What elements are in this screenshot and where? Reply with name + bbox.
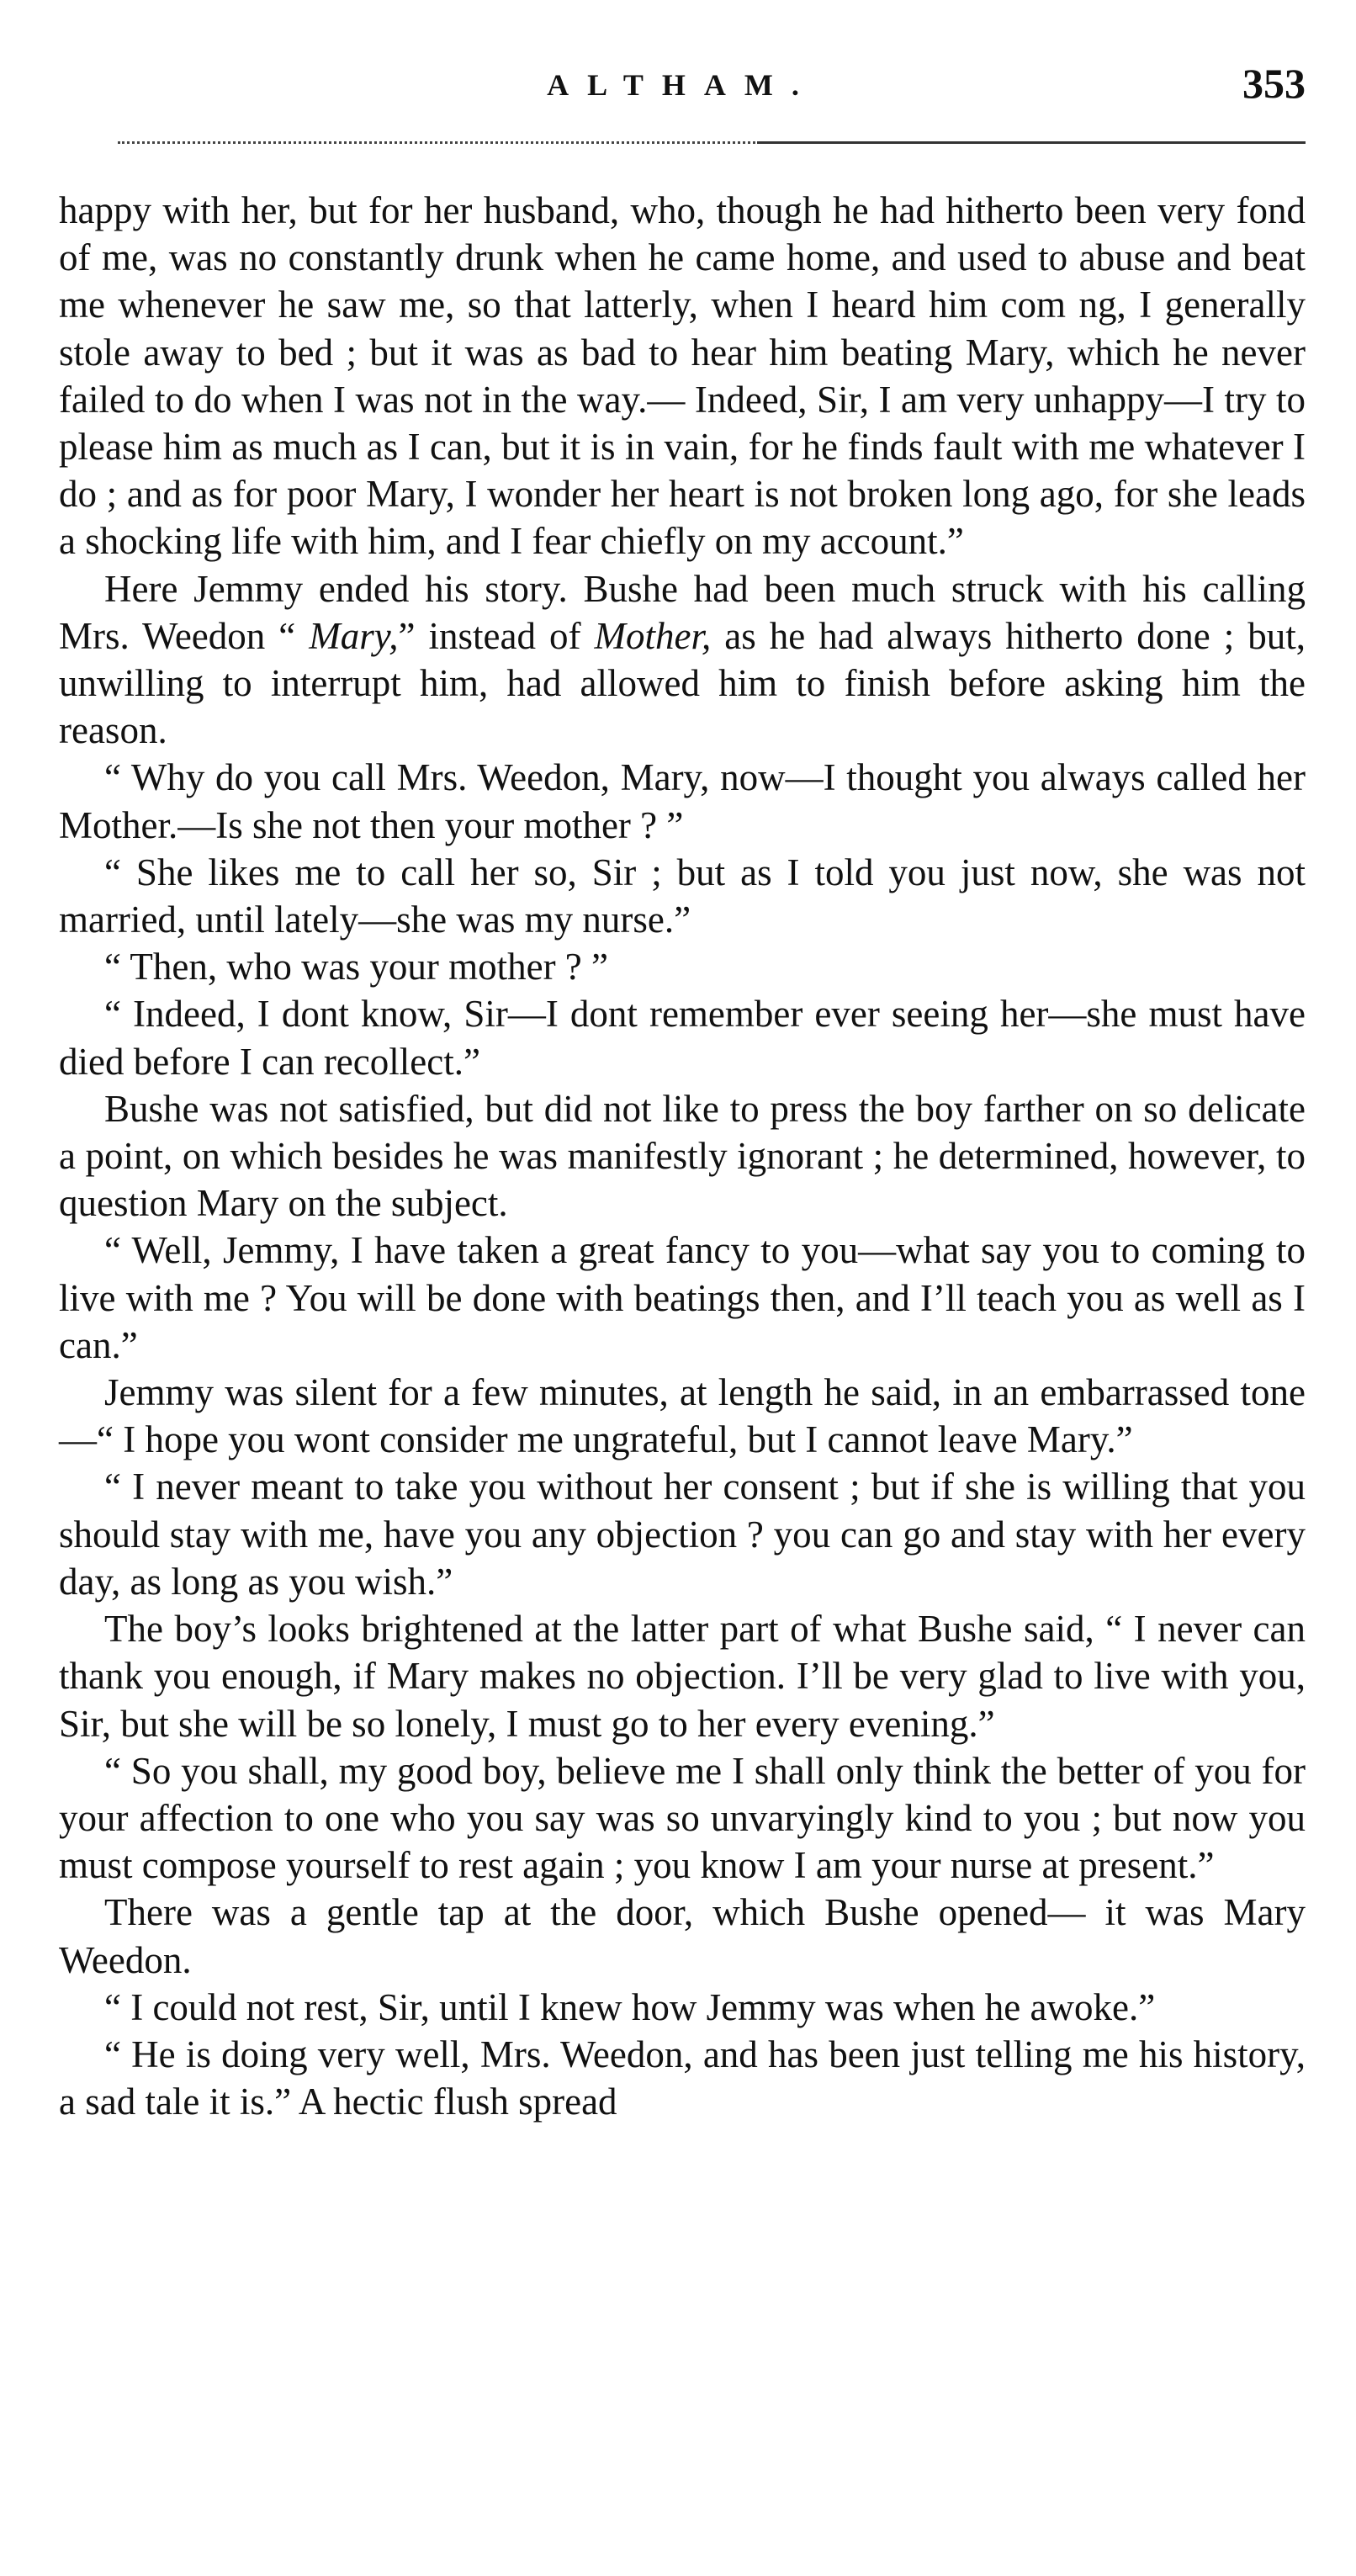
paragraph: happy with her, but for her husband, who, though he had hitherto been very fond of me, was no constantly drunk when he came home, and used to abuse and beat me whenever he saw me, so that latterly, when I heard him com ng, I generally stole away to bed ; but it was as bad to hear him beating Mary, which he never failed to do when I was not in the way.— Indeed, Sir, I am very unhappy—I try to please him as much as I can, but it is in vain, for he finds fault with me whatever I do ; and as for poor Mary, I wonder her heart is not broken long ago, for she leads a shocking life with him, and I fear chiefly on my account.” <box>59 189 1306 563</box>
paragraph-text: ” instead of <box>398 614 595 657</box>
paragraph: “ So you shall, my good boy, believe me I shall only think the better of you for your affection to one who you say was so unvaryingly kind to you ; but now you must compose yourself to rest again ; you know I am your nurse at present.” <box>59 1749 1306 1887</box>
paragraph-text: as he had always hitherto done ; but, unwilling to interrupt him, had allowed him to finish before asking him the reason. <box>59 614 1306 752</box>
running-head: ALTHAM. <box>547 68 818 102</box>
paragraph: “ I could not rest, Sir, until I knew how Jemmy was when he awoke.” <box>104 1985 1156 2028</box>
paragraph: “ Indeed, I dont know, Sir—I dont remember ever seeing her—she must have died before I can recollect.” <box>59 993 1306 1083</box>
header-rule-solid <box>757 141 1306 144</box>
page-header <box>59 59 1306 118</box>
paragraph: “ She likes me to call her so, Sir ; but as I told you just now, she was not married, until lately—she was my nurse.” <box>59 851 1306 941</box>
paragraph: “ Why do you call Mrs. Weedon, Mary, now—I thought you always called her Mother.—Is she not then your mother ? ” <box>59 756 1306 846</box>
italic-mother: Mother, <box>594 614 712 657</box>
paragraph-text: Here Jemmy ended his story. Bushe had been much struck with his calling Mrs. Weedon “ <box>59 567 1306 657</box>
italic-mary: Mary, <box>309 614 399 657</box>
body-text <box>59 187 1306 2125</box>
paragraph: “ I never meant to take you without her consent ; but if she is willing that you should stay with me, have you any objection ? you can go and stay with her every day, as long as you wish.” <box>59 1466 1306 1603</box>
paragraph: “ Then, who was your mother ? ” <box>104 946 608 989</box>
paragraph: The boy’s looks brightened at the latter part of what Bushe said, “ I never can thank you enough, if Mary makes no objection. I’ll be very glad to live with you, Sir, but she will be so lonely, I must go to her every evening.” <box>59 1608 1306 1745</box>
paragraph <box>59 565 1306 755</box>
paragraph: There was a gentle tap at the door, which Bushe opened— it was Mary Weedon. <box>59 1891 1306 1981</box>
page-number: 353 <box>1242 60 1306 107</box>
paragraph: Jemmy was silent for a few minutes, at length he said, in an embarrassed tone—“ I hope you wont consider me ungrateful, but I cannot leave Mary.” <box>59 1371 1306 1461</box>
paragraph: “ He is doing very well, Mrs. Weedon, and has been just telling me his history, a sad tale it is.” A hectic flush spread <box>59 2033 1306 2123</box>
paragraph: “ Well, Jemmy, I have taken a great fancy to you—what say you to coming to live with me ? You will be done with beatings then, and I’ll teach you as well as I can.” <box>59 1229 1306 1366</box>
paragraph: Bushe was not satisfied, but did not like to press the boy farther on so delicate a point, on which besides he was manifestly ignorant ; he determined, however, to question Mary on the subject. <box>59 1087 1306 1225</box>
